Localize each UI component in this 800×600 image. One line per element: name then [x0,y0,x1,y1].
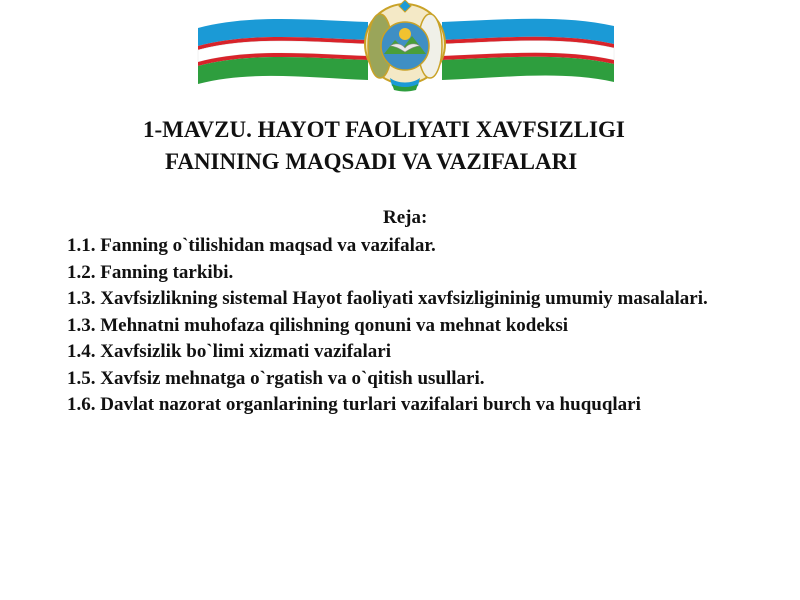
title-line-1: 1-MAVZU. HAYOT FAOLIYATI XAVFSIZLIGI [143,117,625,142]
flag-ribbon-left [198,19,368,84]
plan-list [30,233,790,419]
emblem-icon [365,0,445,92]
plan-item: 1.2. Fanning tarkibi. [67,261,234,283]
state-emblem-banner-icon [190,0,620,92]
plan-item: 1.6. Davlat nazorat organlarining turlari vazifalari burch va huquqlari [67,394,641,415]
flag-ribbon-right [442,19,614,82]
title-line-2: FANINING MAQSADI VA VAZIFALARI [165,149,578,174]
plan-item: 1.4. Xavfsizlik bo`limi xizmati vazifalari [67,341,392,362]
plan-item: 1.3. Xavfsizlikning sistemal Hayot faoliyati xavfsizligininig umumiy masalalari. [67,288,708,309]
plan-item: 1.3. Mehnatni muhofaza qilishning qonuni va mehnat kodeksi [67,314,568,336]
plan-item: 1.1. Fanning o`tilishidan maqsad va vazifalar. [67,235,436,256]
plan-item: 1.5. Xavfsiz mehnatga o`rgatish va o`qitish usullari. [67,367,485,389]
plan-heading: Reja: [383,207,428,228]
